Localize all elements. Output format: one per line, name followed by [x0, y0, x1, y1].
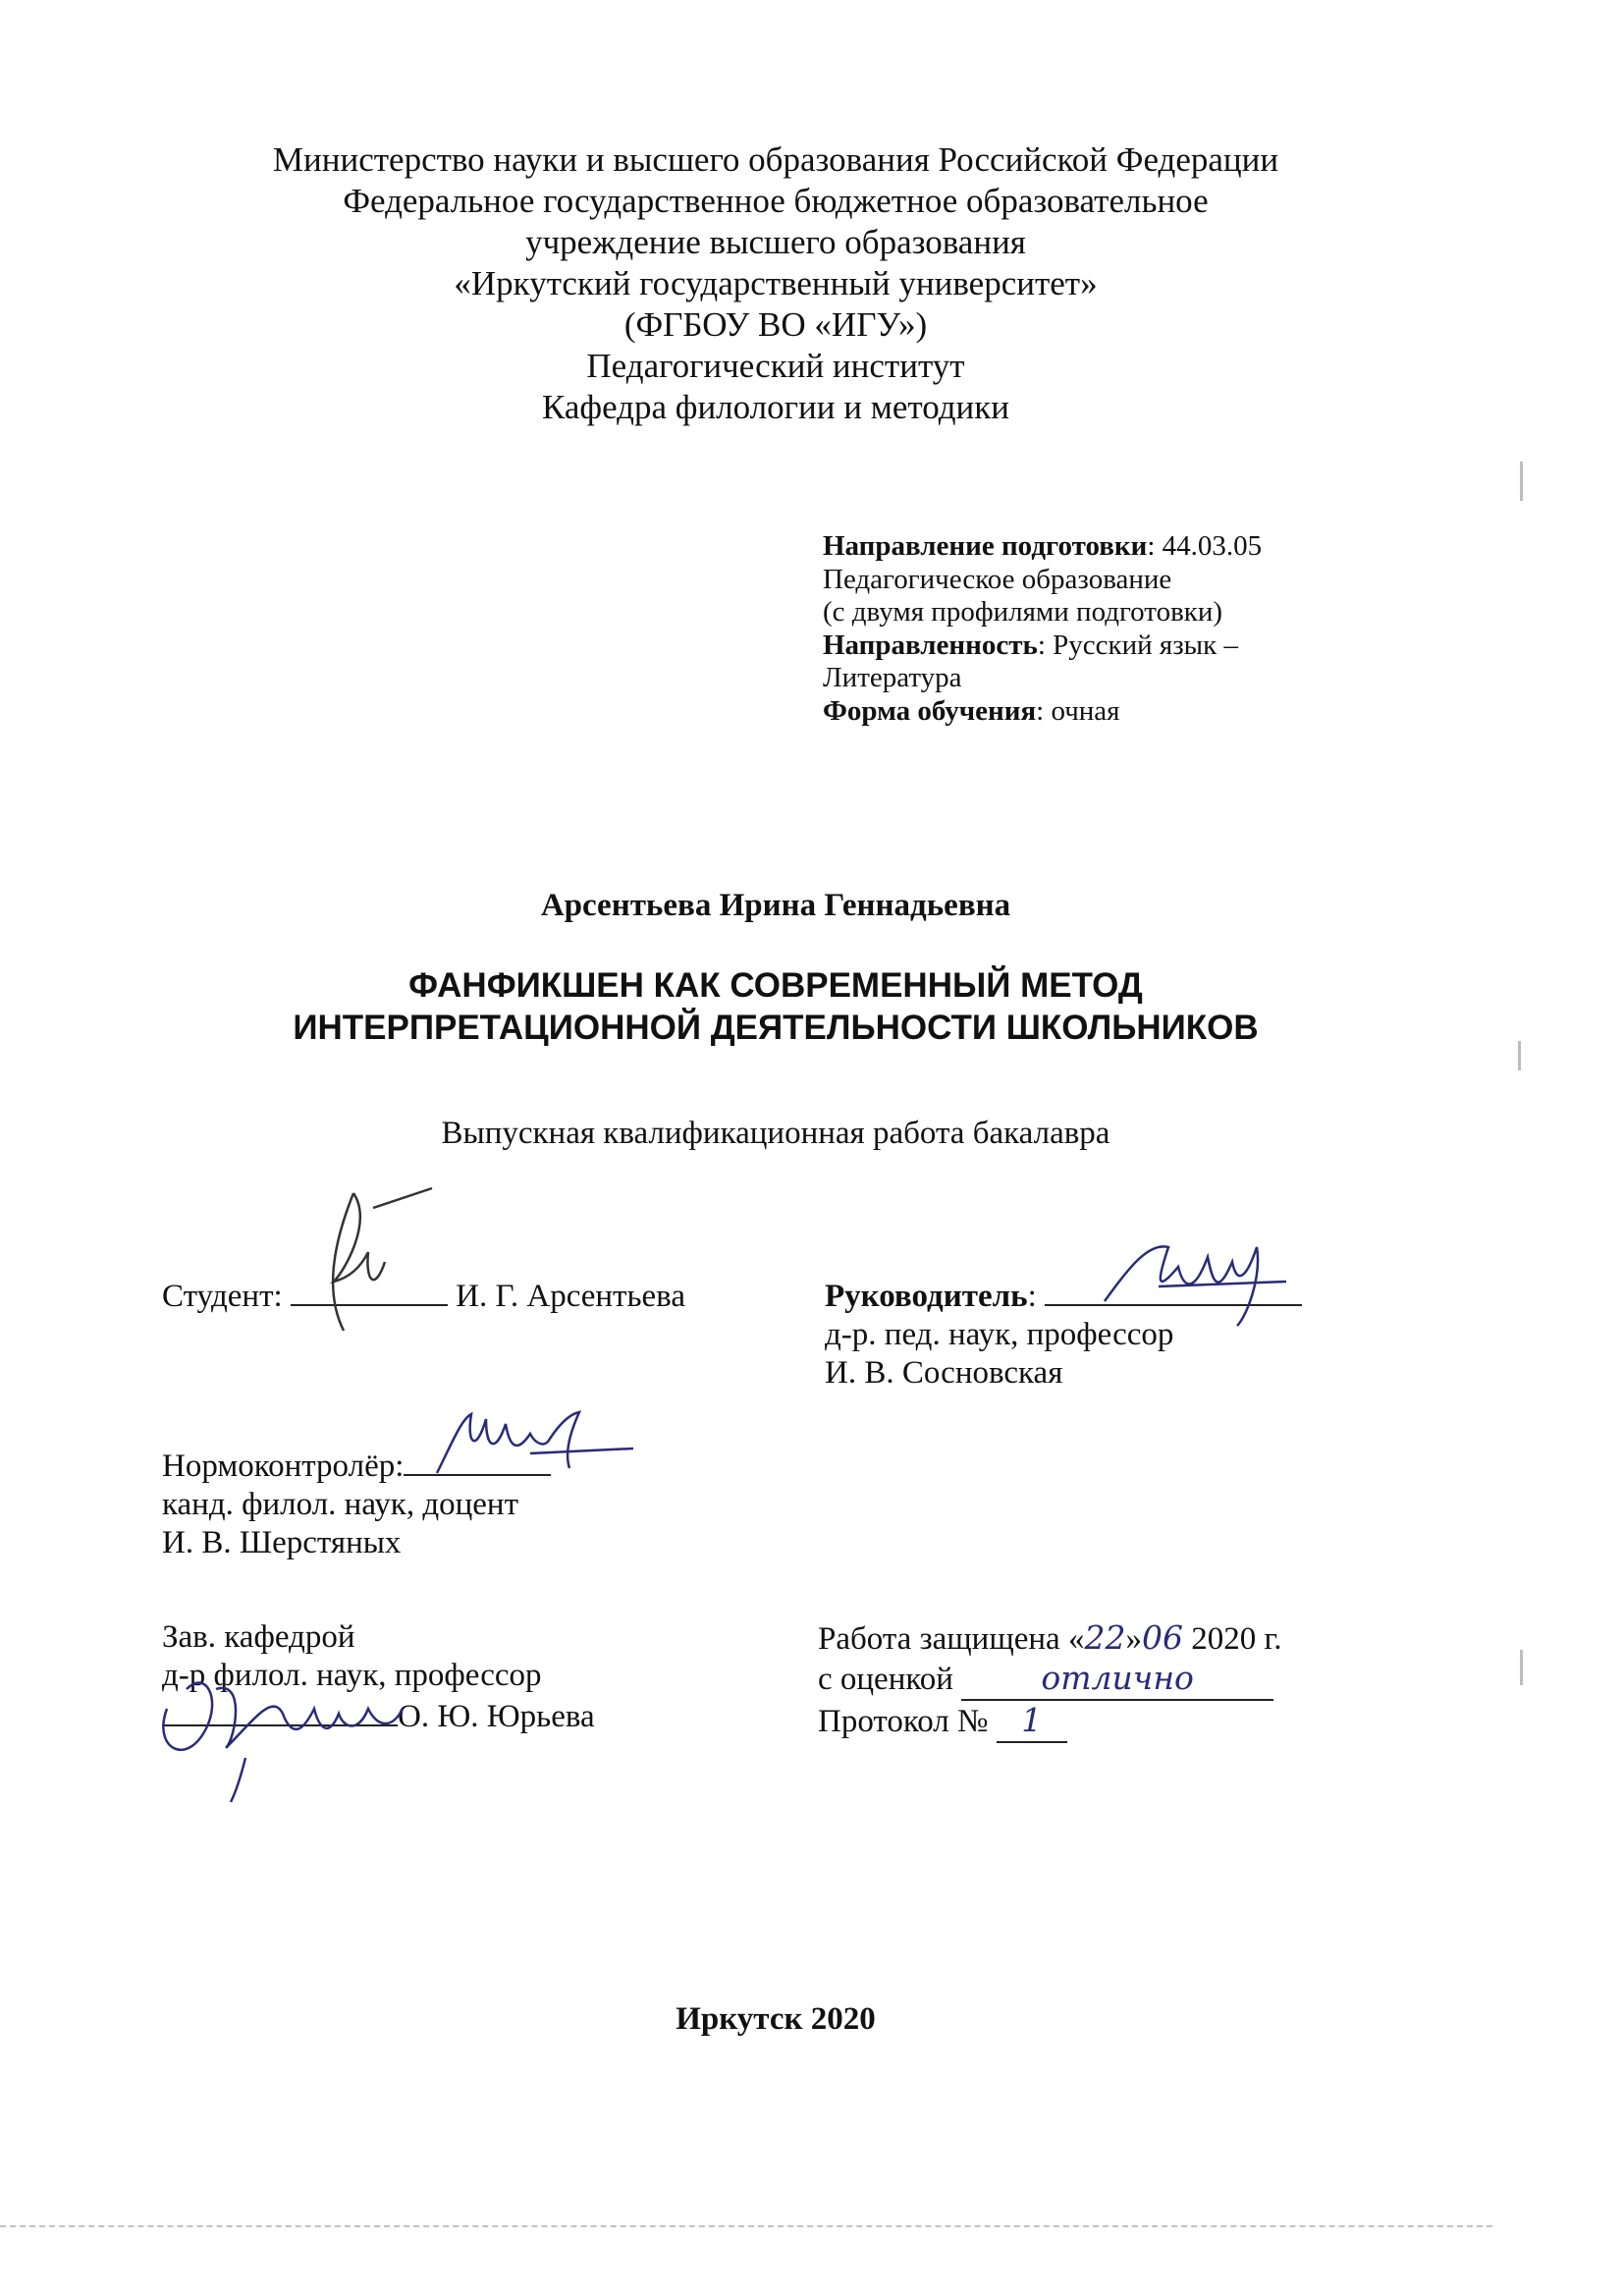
direction-line: (с двумя профилями подготовки)	[823, 596, 1223, 628]
grade-value: отлично	[1041, 1659, 1194, 1697]
normcontrol-degree: канд. филол. наук, доцент	[162, 1487, 519, 1522]
form-value: : очная	[1036, 694, 1120, 727]
scan-edge	[0, 2225, 1492, 2227]
signature-line	[162, 1695, 398, 1726]
thesis-title	[0, 964, 1551, 1049]
student-name: И. Г. Арсентьева	[456, 1279, 685, 1314]
title-line: ИНТЕРПРЕТАЦИОННОЙ ДЕЯТЕЛЬНОСТИ ШКОЛЬНИКОВ	[293, 1009, 1259, 1047]
protocol-field	[997, 1701, 1067, 1743]
work-type: Выпускная квалификационная работа бакалавра	[441, 1116, 1110, 1151]
defense-sep: »	[1125, 1621, 1142, 1657]
defense-month: 06	[1141, 1618, 1183, 1657]
header-line: Министерство науки и высшего образования Российской Федерации	[272, 140, 1279, 179]
protocol-label: Протокол №	[818, 1704, 989, 1739]
defense-block	[818, 1618, 1282, 1743]
focus-line: Литература	[823, 662, 962, 693]
form-label: Форма обучения	[823, 694, 1037, 727]
direction-value: : 44.03.05	[1147, 530, 1263, 562]
student-label: Студент:	[162, 1279, 283, 1314]
program-info	[823, 530, 1333, 728]
defense-suffix: 2020 г.	[1182, 1621, 1282, 1657]
signature-line	[291, 1275, 448, 1306]
focus-value: : Русский язык –	[1037, 629, 1238, 661]
scan-mark	[1520, 1650, 1523, 1685]
normcontrol-block	[162, 1445, 551, 1562]
student-signature	[314, 1183, 442, 1340]
grade-label: с оценкой	[818, 1662, 953, 1697]
scan-mark	[1520, 462, 1523, 501]
grade-field	[961, 1659, 1273, 1701]
author-name: Арсентьева Ирина Геннадьевна	[540, 888, 1011, 923]
direction-line: Педагогическое образование	[823, 563, 1172, 595]
city-year: Иркутск 2020	[676, 2001, 876, 2037]
head-degree: д-р филол. наук, профессор	[162, 1658, 542, 1693]
normcontrol-label: Нормоконтролёр:	[162, 1449, 405, 1484]
supervisor-degree: д-р. пед. наук, профессор	[825, 1317, 1174, 1352]
header-line: Кафедра филологии и методики	[542, 388, 1009, 426]
institution-header	[0, 139, 1551, 428]
title-line: ФАНФИКШЕН КАК СОВРЕМЕННЫЙ МЕТОД	[408, 966, 1143, 1005]
defense-prefix: Работа защищена «	[818, 1621, 1085, 1657]
header-line: учреждение высшего образования	[525, 223, 1026, 261]
header-line: Педагогический институт	[586, 347, 965, 385]
signature-line	[404, 1445, 551, 1476]
header-line: Федеральное государственное бюджетное образовательное	[343, 182, 1209, 220]
scan-mark	[1518, 1041, 1521, 1070]
supervisor-block	[825, 1275, 1302, 1393]
supervisor-name: И. В. Сосновская	[825, 1355, 1063, 1391]
normcontrol-name: И. В. Шерстяных	[162, 1525, 402, 1560]
head-name: О. Ю. Юрьева	[398, 1699, 595, 1734]
supervisor-label: Руководитель	[825, 1279, 1028, 1314]
head-block	[162, 1618, 595, 1736]
supervisor-colon: :	[1027, 1279, 1037, 1314]
direction-label: Направление подготовки	[823, 530, 1148, 562]
protocol-value: 1	[1021, 1701, 1043, 1739]
head-label: Зав. кафедрой	[162, 1619, 355, 1655]
header-line: (ФГБОУ ВО «ИГУ»)	[623, 305, 928, 344]
student-block	[162, 1275, 685, 1316]
header-line: «Иркутский государственный университет»	[454, 264, 1098, 302]
defense-day: 22	[1084, 1618, 1126, 1657]
focus-label: Направленность	[823, 629, 1038, 661]
signature-line	[1045, 1275, 1302, 1306]
